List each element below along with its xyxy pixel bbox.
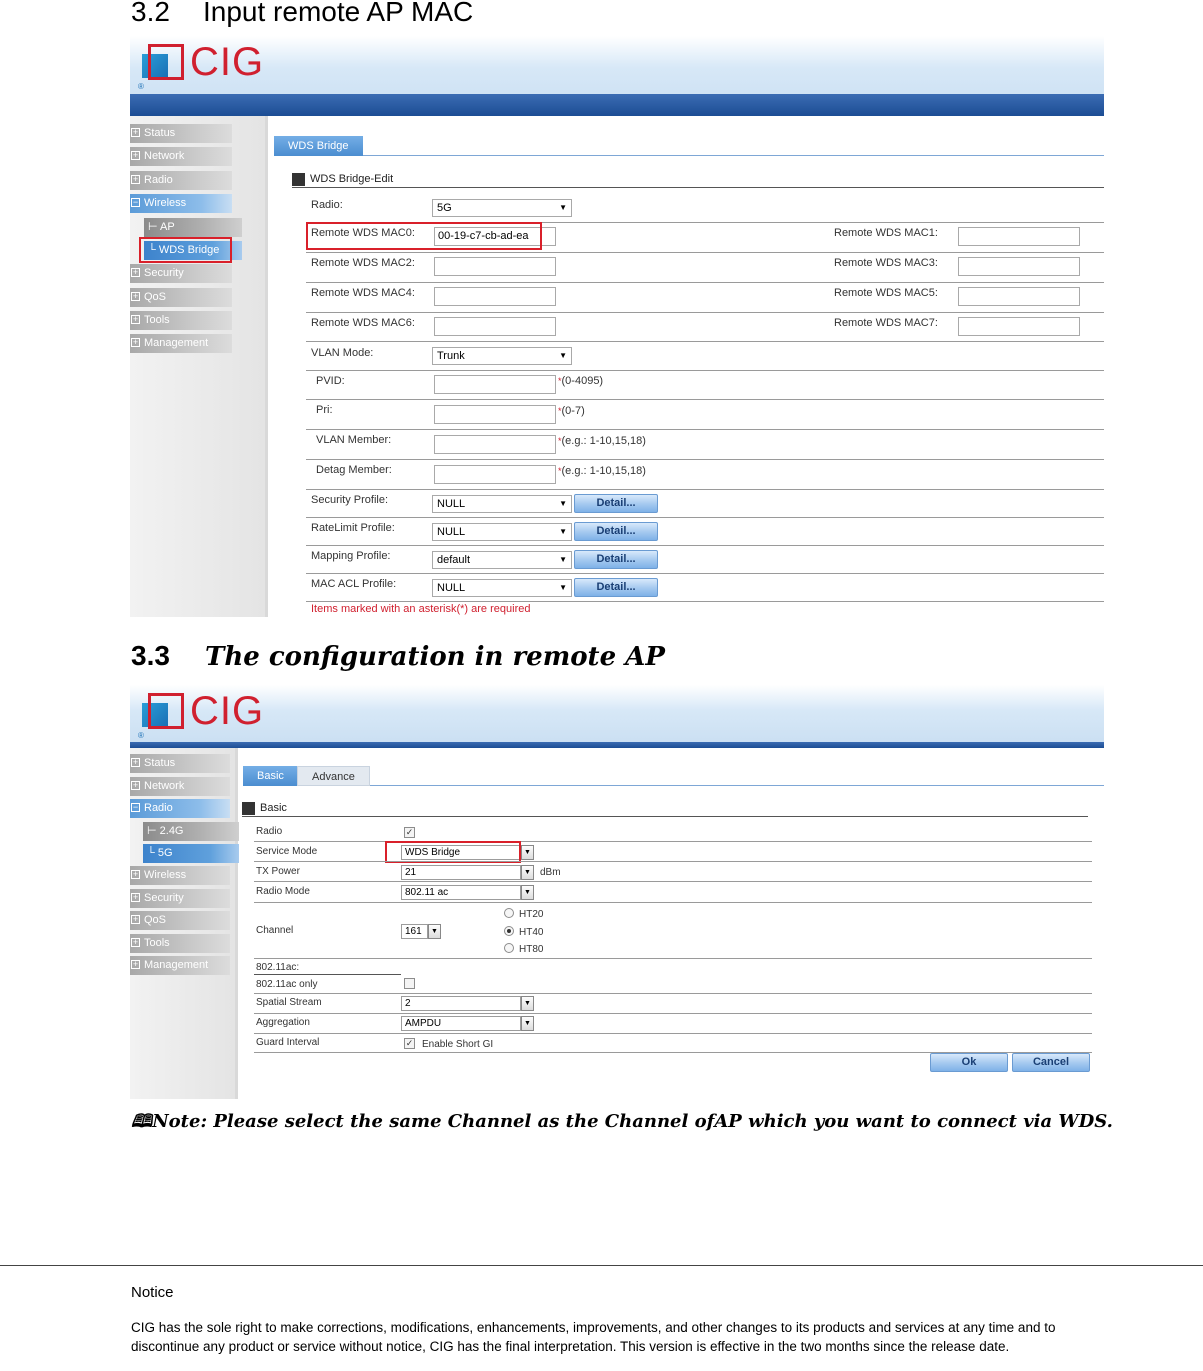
- radio-mode-select[interactable]: 802.11 ac ▼: [401, 885, 521, 900]
- ht20-radio[interactable]: [504, 908, 514, 918]
- mac4-input[interactable]: [434, 287, 556, 306]
- mac7-input[interactable]: [958, 317, 1080, 336]
- highlight-wds-bridge: [139, 237, 232, 263]
- detag-member-hint: *(e.g.: 1-10,15,18): [558, 465, 646, 477]
- aggregation-label: Aggregation: [256, 1017, 310, 1028]
- footer-divider: [0, 1265, 1203, 1266]
- ac-header: 802.11ac:: [256, 962, 300, 973]
- cancel-button[interactable]: Cancel: [1012, 1053, 1090, 1072]
- pri-hint: *(0-7): [558, 405, 585, 417]
- notice-heading: Notice: [131, 1284, 174, 1301]
- nav-radio[interactable]: − Radio: [130, 799, 230, 818]
- nav-security[interactable]: + Security: [130, 264, 232, 283]
- cig-logo: CIG ®: [138, 689, 265, 740]
- channel-label: Channel: [256, 925, 294, 936]
- notice-text: CIG has the sole right to make corrections, modifications, enhancements, improvements, and other changes to its products and services at any time and to discontinue any product or service without notice, CIG has the final interpretation. This version is effective in the two months since the release date.: [131, 1320, 1056, 1354]
- ac-only-checkbox[interactable]: [404, 978, 415, 989]
- service-mode-select[interactable]: WDS Bridge ▼: [401, 845, 521, 860]
- mac0-label: Remote WDS MAC0:: [311, 227, 415, 239]
- guard-interval-label: Guard Interval: [256, 1037, 320, 1048]
- pri-input[interactable]: [434, 405, 556, 424]
- mac2-input[interactable]: [434, 257, 556, 276]
- vlan-mode-select[interactable]: Trunk ▼: [432, 347, 572, 365]
- short-gi-label: Enable Short GI: [422, 1039, 494, 1050]
- screenshot-wds-bridge-edit: [130, 36, 1104, 617]
- mac7-label: Remote WDS MAC7:: [834, 317, 938, 329]
- short-gi-checkbox[interactable]: ✓: [405, 1038, 414, 1048]
- header-band: [130, 94, 1104, 116]
- mac5-input[interactable]: [958, 287, 1080, 306]
- pvid-hint: *(0-4095): [558, 375, 604, 387]
- ht80-radio[interactable]: [504, 943, 514, 953]
- mac6-label: Remote WDS MAC6:: [311, 317, 415, 329]
- section-title: The configuration in remote AP: [205, 642, 665, 672]
- section-number: 3.3: [131, 640, 170, 671]
- section-heading-3-2: [131, 0, 473, 28]
- radio-mode-label: Radio Mode: [256, 886, 310, 897]
- nav-wireless[interactable]: − Wireless: [130, 194, 232, 213]
- spatial-stream-label: Spatial Stream: [256, 997, 322, 1008]
- mac2-label: Remote WDS MAC2:: [311, 257, 415, 269]
- tab-basic[interactable]: Basic: [243, 766, 298, 786]
- macacl-profile-select[interactable]: NULL ▼: [432, 579, 572, 597]
- vlan-member-hint: *(e.g.: 1-10,15,18): [558, 435, 646, 447]
- tab-wds-bridge[interactable]: WDS Bridge: [274, 136, 363, 156]
- highlight-mac0: [306, 222, 542, 250]
- radio-label: Radio: [256, 826, 283, 837]
- pvid-input[interactable]: [434, 375, 556, 394]
- nav-status[interactable]: + Status: [130, 124, 232, 143]
- security-detail-button[interactable]: Detail...: [574, 494, 658, 513]
- pri-label: Pri:: [316, 404, 333, 416]
- radio-label: Radio:: [311, 199, 343, 211]
- nav-management[interactable]: + Management: [130, 334, 232, 353]
- vlan-member-input[interactable]: [434, 435, 556, 454]
- ht80-label: HT80: [519, 944, 544, 955]
- ac-only-label: 802.11ac only: [256, 979, 318, 990]
- ratelimit-detail-button[interactable]: Detail...: [574, 522, 658, 541]
- header-band: [130, 742, 1104, 748]
- ht20-label: HT20: [519, 909, 544, 920]
- sidebar: [130, 116, 268, 617]
- vlan-member-label: VLAN Member:: [316, 434, 392, 446]
- ratelimit-profile-label: RateLimit Profile:: [311, 522, 395, 534]
- screenshot-radio-basic: [130, 685, 1104, 1099]
- mac6-input[interactable]: [434, 317, 556, 336]
- highlight-service-mode: [385, 841, 521, 863]
- mapping-profile-select[interactable]: default ▼: [432, 551, 572, 569]
- detag-member-input[interactable]: [434, 465, 556, 484]
- section-title-wds-bridge-edit: WDS Bridge-Edit: [310, 173, 393, 185]
- section-number: 3.2: [131, 0, 170, 27]
- nav-network[interactable]: + Network: [130, 147, 232, 166]
- nav-status[interactable]: + Status: [130, 754, 230, 773]
- macacl-profile-label: MAC ACL Profile:: [311, 578, 397, 590]
- sub-wds-bridge[interactable]: └ WDS Bridge: [144, 241, 242, 260]
- tx-power-label: TX Power: [256, 866, 300, 877]
- detag-member-label: Detag Member:: [316, 464, 392, 476]
- channel-note: 🕮Note: Please select the same Channel as the Channel ofAP which you want to connect via WDS.: [131, 1111, 1113, 1132]
- security-profile-select[interactable]: NULL ▼: [432, 495, 572, 513]
- nav-wireless[interactable]: + Wireless: [130, 866, 230, 885]
- nav-tools[interactable]: + Tools: [130, 934, 230, 953]
- ht40-radio[interactable]: [504, 926, 514, 936]
- mac5-label: Remote WDS MAC5:: [834, 287, 938, 299]
- nav-qos[interactable]: + QoS: [130, 288, 232, 307]
- vlan-mode-label: VLAN Mode:: [311, 347, 374, 359]
- ratelimit-profile-select[interactable]: NULL ▼: [432, 523, 572, 541]
- sub-2-4g[interactable]: ⊢ 2.4G: [143, 822, 239, 841]
- app-header: [130, 685, 1104, 748]
- mac0-input[interactable]: 00-19-c7-cb-ad-ea: [434, 227, 556, 246]
- radio-checkbox[interactable]: ✓: [405, 827, 414, 837]
- pvid-label: PVID:: [316, 375, 345, 387]
- mac1-input[interactable]: [958, 227, 1080, 246]
- nav-radio[interactable]: + Radio: [130, 171, 232, 190]
- spatial-stream-select[interactable]: 2 ▼: [401, 996, 521, 1011]
- mac1-label: Remote WDS MAC1:: [834, 227, 938, 239]
- sub-ap[interactable]: ⊢ AP: [144, 218, 242, 237]
- radio-select[interactable]: 5G ▼: [432, 199, 572, 217]
- sub-5g[interactable]: └ 5G: [143, 844, 239, 863]
- required-note: Items marked with an asterisk(*) are required: [311, 603, 531, 615]
- sidebar: [130, 748, 238, 1099]
- tab-advance[interactable]: Advance: [297, 766, 370, 786]
- nav-security[interactable]: + Security: [130, 889, 230, 908]
- security-profile-label: Security Profile:: [311, 494, 389, 506]
- ht40-label: HT40: [519, 927, 544, 938]
- mac3-input[interactable]: [958, 257, 1080, 276]
- aggregation-select[interactable]: AMPDU ▼: [401, 1016, 521, 1031]
- cig-logo: CIG ®: [138, 40, 265, 91]
- mac3-label: Remote WDS MAC3:: [834, 257, 938, 269]
- nav-network[interactable]: + Network: [130, 777, 230, 796]
- ok-button[interactable]: Ok: [930, 1053, 1008, 1072]
- app-header: [130, 36, 1104, 116]
- tx-power-select[interactable]: 21 ▼: [401, 865, 521, 880]
- macacl-detail-button[interactable]: Detail...: [574, 578, 658, 597]
- section-title: Input remote AP MAC: [203, 0, 474, 27]
- tab-bar: [243, 766, 1104, 786]
- nav-qos[interactable]: + QoS: [130, 911, 230, 930]
- tx-power-unit: dBm: [540, 867, 561, 878]
- mac4-label: Remote WDS MAC4:: [311, 287, 415, 299]
- service-mode-label: Service Mode: [256, 846, 318, 857]
- mapping-profile-label: Mapping Profile:: [311, 550, 391, 562]
- section-heading-3-3: [131, 640, 665, 672]
- tab-bar: [274, 136, 1104, 156]
- channel-select[interactable]: 161 ▼: [401, 924, 428, 939]
- nav-management[interactable]: + Management: [130, 956, 230, 975]
- nav-tools[interactable]: + Tools: [130, 311, 232, 330]
- section-title-basic: Basic: [260, 802, 287, 814]
- mapping-detail-button[interactable]: Detail...: [574, 550, 658, 569]
